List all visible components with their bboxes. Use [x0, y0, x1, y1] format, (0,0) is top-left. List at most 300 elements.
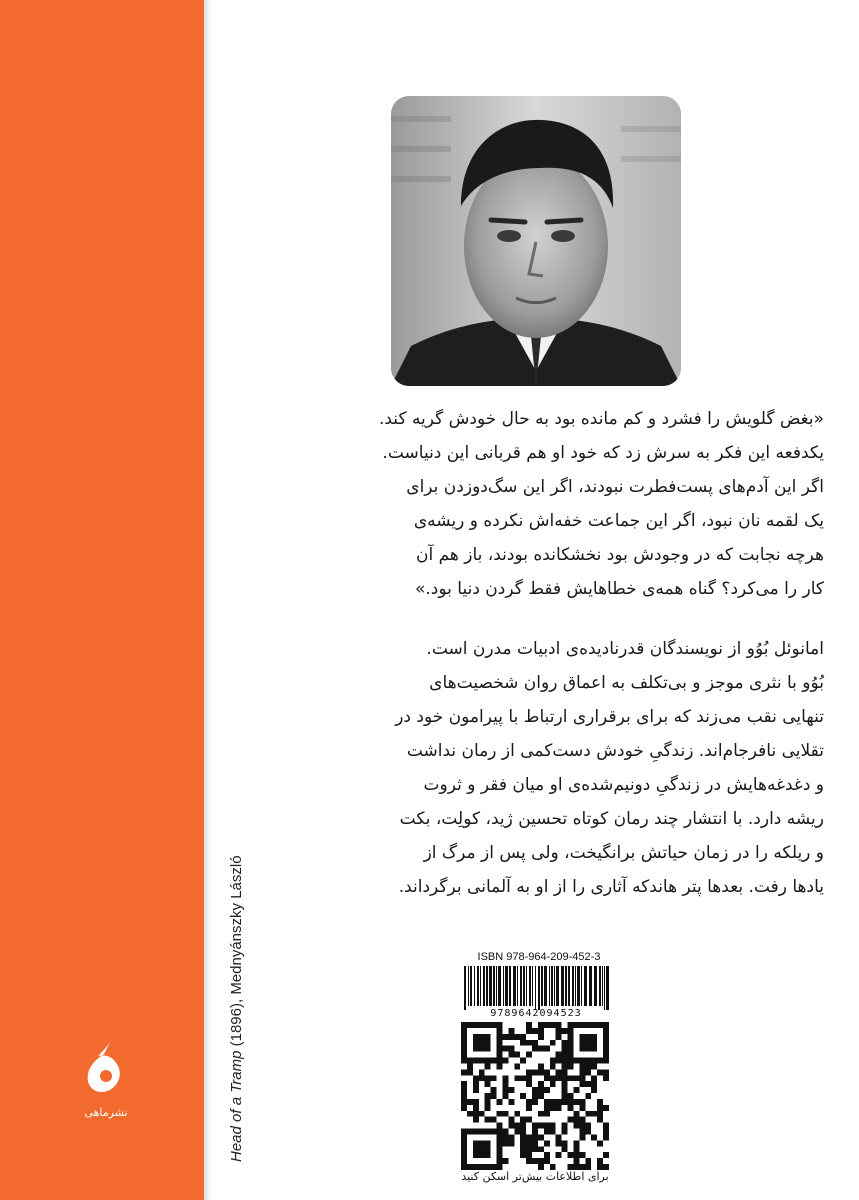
qr-module: [520, 1152, 526, 1158]
qr-module: [573, 1117, 579, 1123]
qr-module: [479, 1058, 485, 1064]
qr-module: [573, 1111, 579, 1117]
qr-code: [460, 1022, 610, 1170]
qr-module: [579, 1075, 585, 1081]
qr-module: [573, 1058, 579, 1064]
qr-module: [544, 1099, 550, 1105]
qr-module: [497, 1028, 503, 1034]
qr-module: [491, 1093, 497, 1099]
qr-module: [568, 1040, 574, 1046]
qr-module: [461, 1028, 467, 1034]
qr-module: [520, 1123, 526, 1129]
qr-module: [579, 1063, 585, 1069]
qr-module: [579, 1058, 585, 1064]
qr-module: [502, 1134, 508, 1140]
qr-module: [473, 1022, 479, 1028]
qr-module: [538, 1022, 544, 1028]
qr-module: [556, 1052, 562, 1058]
qr-module: [579, 1040, 585, 1046]
qr-module: [485, 1081, 491, 1087]
qr-module: [473, 1087, 479, 1093]
qr-module: [508, 1028, 514, 1034]
qr-caption: برای اطلاعات بیش‌تر اسکن کنید: [461, 1170, 609, 1183]
bio-line: تنهایی نقب می‌زند که برای برقراری ارتباط با پیرامون خود در: [395, 707, 824, 727]
qr-module: [591, 1087, 597, 1093]
qr-module: [603, 1105, 609, 1111]
qr-module: [562, 1063, 568, 1069]
qr-module: [461, 1058, 467, 1064]
qr-module: [550, 1105, 556, 1111]
qr-module: [532, 1134, 538, 1140]
bio-line: و ریلکه را در زمان حیاتش برانگیخت، ولی پس از مرگ از: [423, 843, 824, 863]
qr-module: [532, 1158, 538, 1164]
qr-module: [526, 1140, 532, 1146]
qr-module: [508, 1123, 514, 1129]
qr-module: [485, 1152, 491, 1158]
qr-module: [556, 1028, 562, 1034]
qr-module: [526, 1117, 532, 1123]
qr-module: [556, 1140, 562, 1146]
qr-module: [597, 1058, 603, 1064]
barcode-bar: [498, 966, 501, 1006]
qr-module: [597, 1140, 603, 1146]
qr-module: [591, 1075, 597, 1081]
qr-module: [479, 1140, 485, 1146]
qr-module: [461, 1052, 467, 1058]
qr-module: [544, 1111, 550, 1117]
qr-module: [508, 1117, 514, 1123]
qr-module: [485, 1099, 491, 1105]
qr-module: [579, 1034, 585, 1040]
qr-module: [485, 1129, 491, 1135]
qr-module: [485, 1075, 491, 1081]
barcode-bar: [606, 966, 609, 1010]
qr-module: [467, 1022, 473, 1028]
qr-module: [544, 1087, 550, 1093]
barcode-bar: [577, 966, 580, 1006]
qr-module: [556, 1058, 562, 1064]
cover-art-credit: [228, 855, 245, 1162]
barcode-bar: [468, 966, 469, 1006]
qr-module: [497, 1134, 503, 1140]
qr-module: [597, 1022, 603, 1028]
qr-module: [573, 1123, 579, 1129]
qr-module: [550, 1075, 556, 1081]
qr-module: [461, 1093, 467, 1099]
qr-module: [562, 1099, 568, 1105]
qr-module: [497, 1146, 503, 1152]
qr-module: [502, 1075, 508, 1081]
qr-module: [562, 1087, 568, 1093]
qr-module: [603, 1058, 609, 1064]
qr-module: [491, 1058, 497, 1064]
qr-module: [562, 1146, 568, 1152]
qr-module: [573, 1087, 579, 1093]
qr-module: [568, 1075, 574, 1081]
qr-module: [514, 1063, 520, 1069]
qr-module: [538, 1069, 544, 1075]
qr-module: [585, 1081, 591, 1087]
qr-module: [585, 1040, 591, 1046]
qr-module: [473, 1152, 479, 1158]
qr-module: [550, 1063, 556, 1069]
qr-module: [544, 1129, 550, 1135]
qr-module: [568, 1152, 574, 1158]
cover-art-details: (1896), Mednyánszky László: [228, 855, 245, 1051]
qr-module: [579, 1123, 585, 1129]
qr-module: [550, 1099, 556, 1105]
qr-module: [532, 1146, 538, 1152]
qr-module: [491, 1087, 497, 1093]
qr-module: [568, 1028, 574, 1034]
barcode-bar: [556, 966, 559, 1006]
qr-module: [526, 1052, 532, 1058]
qr-module: [597, 1099, 603, 1105]
qr-module: [502, 1058, 508, 1064]
qr-module: [544, 1075, 550, 1081]
qr-module: [538, 1093, 544, 1099]
qr-module: [485, 1022, 491, 1028]
quote-line: کار را می‌کرد؟ گناه همه‌ی خطاهایش فقط گردن دنیا بود.»: [415, 579, 824, 599]
qr-module: [526, 1081, 532, 1087]
qr-module: [473, 1040, 479, 1046]
qr-module: [550, 1123, 556, 1129]
qr-module: [514, 1052, 520, 1058]
qr-module: [502, 1081, 508, 1087]
barcode-bar: [493, 966, 495, 1006]
isbn-label: ISBN 978-964-209-452-3: [477, 951, 601, 963]
qr-module: [461, 1087, 467, 1093]
qr-module: [473, 1146, 479, 1152]
qr-module: [491, 1075, 497, 1081]
qr-module: [538, 1063, 544, 1069]
barcode-bar: [496, 966, 497, 1006]
barcode-bar: [541, 966, 543, 1006]
barcode-bar: [480, 966, 481, 1006]
barcode-bar: [464, 966, 466, 1010]
barcode-bar: [483, 966, 485, 1006]
qr-module: [538, 1134, 544, 1140]
qr-module: [532, 1040, 538, 1046]
qr-module: [573, 1022, 579, 1028]
qr-module: [520, 1129, 526, 1135]
qr-module: [532, 1087, 538, 1093]
qr-module: [491, 1022, 497, 1028]
qr-module: [568, 1022, 574, 1028]
qr-module: [556, 1069, 562, 1075]
qr-module: [591, 1063, 597, 1069]
qr-module: [461, 1152, 467, 1158]
qr-module: [562, 1046, 568, 1052]
qr-module: [544, 1069, 550, 1075]
qr-module: [573, 1099, 579, 1105]
qr-module: [597, 1158, 603, 1164]
qr-module: [562, 1081, 568, 1087]
qr-module: [538, 1087, 544, 1093]
barcode-bar: [486, 966, 488, 1006]
qr-module: [485, 1117, 491, 1123]
author-portrait: [391, 96, 681, 386]
qr-module: [491, 1117, 497, 1123]
qr-module: [526, 1152, 532, 1158]
qr-module: [479, 1022, 485, 1028]
qr-module: [550, 1129, 556, 1135]
qr-module: [603, 1034, 609, 1040]
qr-module: [508, 1140, 514, 1146]
barcode-bar: [535, 966, 536, 1010]
qr-module: [603, 1152, 609, 1158]
qr-module: [508, 1046, 514, 1052]
qr-module: [467, 1058, 473, 1064]
qr-module: [526, 1099, 532, 1105]
qr-module: [579, 1081, 585, 1087]
qr-module: [461, 1046, 467, 1052]
qr-module: [514, 1123, 520, 1129]
qr-module: [550, 1081, 556, 1087]
qr-module: [526, 1158, 532, 1164]
qr-module: [544, 1105, 550, 1111]
qr-module: [508, 1052, 514, 1058]
qr-module: [532, 1069, 538, 1075]
qr-module: [585, 1058, 591, 1064]
qr-module: [562, 1093, 568, 1099]
qr-module: [497, 1063, 503, 1069]
qr-module: [473, 1117, 479, 1123]
bio-line: یادها رفت. بعدها پتر هاندکه آثاری را از او به آلمانی برگرداند.: [398, 877, 824, 897]
qr-module: [473, 1099, 479, 1105]
qr-module: [591, 1058, 597, 1064]
qr-module: [573, 1146, 579, 1152]
quote-line: یکدفعه این فکر به سرش زد که خود او هم قربانی این دنیاست.: [382, 443, 824, 463]
qr-module: [556, 1075, 562, 1081]
qr-module: [568, 1052, 574, 1058]
qr-module: [502, 1111, 508, 1117]
qr-module: [467, 1063, 473, 1069]
qr-module: [573, 1075, 579, 1081]
qr-module: [473, 1140, 479, 1146]
barcode-bar: [503, 966, 504, 1006]
barcode-bar: [538, 966, 540, 1010]
qr-module: [520, 1134, 526, 1140]
qr-module: [538, 1034, 544, 1040]
qr-module: [461, 1140, 467, 1146]
qr-module: [497, 1152, 503, 1158]
barcode-bar: [477, 966, 479, 1006]
qr-module: [508, 1099, 514, 1105]
qr-module: [497, 1052, 503, 1058]
qr-module: [568, 1058, 574, 1064]
qr-module: [532, 1093, 538, 1099]
qr-module: [538, 1146, 544, 1152]
quote-paragraph: [262, 402, 824, 606]
qr-module: [544, 1158, 550, 1164]
publisher-logo-text: نشرماهی: [84, 1106, 128, 1119]
qr-module: [562, 1058, 568, 1064]
qr-module: [550, 1022, 556, 1028]
qr-module: [514, 1075, 520, 1081]
barcode-bar: [602, 966, 603, 1006]
qr-module: [591, 1040, 597, 1046]
qr-module: [479, 1034, 485, 1040]
qr-module: [497, 1040, 503, 1046]
qr-module: [585, 1034, 591, 1040]
qr-module: [562, 1075, 568, 1081]
qr-module: [479, 1075, 485, 1081]
qr-module: [603, 1040, 609, 1046]
qr-module: [473, 1046, 479, 1052]
qr-module: [573, 1152, 579, 1158]
barcode-bar: [549, 966, 550, 1006]
barcode-bar: [589, 966, 592, 1006]
qr-module: [538, 1028, 544, 1034]
qr-module: [461, 1099, 467, 1105]
qr-module: [585, 1022, 591, 1028]
qr-module: [591, 1022, 597, 1028]
quote-line: یک لقمه نان نبود، اگر این جماعت خفه‌اش نکرده و ریشه‌ی: [413, 511, 824, 531]
qr-module: [591, 1111, 597, 1117]
qr-module: [585, 1046, 591, 1052]
barcode-bar: [544, 966, 547, 1006]
qr-module: [579, 1069, 585, 1075]
qr-module: [461, 1105, 467, 1111]
bio-line: امانوئل بُوُو از نویسندگان قدرنادیده‌ی ادبیات مدرن است.: [426, 639, 824, 659]
quote-line: هرچه نجابت که در وجودش بود نخشکانده بودند، باز هم آن: [415, 545, 824, 565]
qr-module: [497, 1099, 503, 1105]
qr-module: [556, 1034, 562, 1040]
qr-module: [526, 1022, 532, 1028]
qr-module: [461, 1040, 467, 1046]
qr-module: [497, 1140, 503, 1146]
qr-module: [461, 1146, 467, 1152]
qr-module: [579, 1117, 585, 1123]
qr-module: [579, 1046, 585, 1052]
qr-module: [526, 1075, 532, 1081]
qr-module: [603, 1129, 609, 1135]
qr-module: [585, 1093, 591, 1099]
qr-module: [502, 1129, 508, 1135]
qr-module: [603, 1069, 609, 1075]
qr-module: [497, 1111, 503, 1117]
qr-module: [461, 1129, 467, 1135]
qr-module: [479, 1069, 485, 1075]
qr-module: [502, 1046, 508, 1052]
qr-module: [573, 1158, 579, 1164]
qr-module: [485, 1140, 491, 1146]
barcode-bar: [551, 966, 553, 1006]
qr-module: [520, 1117, 526, 1123]
qr-module: [461, 1022, 467, 1028]
qr-module: [491, 1129, 497, 1135]
barcode-bar: [599, 966, 601, 1006]
barcode-bar: [526, 966, 527, 1006]
qr-module: [479, 1152, 485, 1158]
barcode-bar: [581, 966, 582, 1006]
qr-module: [497, 1058, 503, 1064]
qr-module: [585, 1158, 591, 1164]
qr-module: [532, 1099, 538, 1105]
qr-module: [502, 1140, 508, 1146]
qr-module: [467, 1099, 473, 1105]
qr-module: [526, 1134, 532, 1140]
qr-module: [467, 1069, 473, 1075]
qr-module: [556, 1105, 562, 1111]
qr-module: [585, 1123, 591, 1129]
qr-module: [461, 1081, 467, 1087]
bio-line: و دغدغه‌هایش در زندگیِ دونیم‌شده‌ی او میان فقر و ثروت: [423, 775, 824, 795]
qr-module: [502, 1034, 508, 1040]
qr-module: [544, 1140, 550, 1146]
bio-line: بُوُو با نثری موجز و بی‌تکلف به اعماق روان شخصیت‌های: [429, 673, 824, 693]
qr-module: [568, 1105, 574, 1111]
qr-module: [568, 1063, 574, 1069]
qr-module: [514, 1111, 520, 1117]
qr-module: [538, 1123, 544, 1129]
qr-module: [485, 1063, 491, 1069]
qr-module: [538, 1081, 544, 1087]
qr-module: [550, 1058, 556, 1064]
qr-module: [473, 1081, 479, 1087]
qr-module: [497, 1158, 503, 1164]
barcode-bar: [594, 966, 597, 1006]
qr-module: [556, 1152, 562, 1158]
qr-module: [473, 1111, 479, 1117]
qr-module: [502, 1158, 508, 1164]
qr-module: [497, 1046, 503, 1052]
qr-module: [520, 1075, 526, 1081]
qr-module: [556, 1099, 562, 1105]
qr-module: [597, 1105, 603, 1111]
qr-module: [520, 1140, 526, 1146]
qr-module: [526, 1146, 532, 1152]
barcode-bar: [517, 966, 518, 1006]
qr-module: [461, 1134, 467, 1140]
qr-module: [603, 1134, 609, 1140]
qr-module: [461, 1069, 467, 1075]
qr-module: [597, 1111, 603, 1117]
qr-module: [585, 1111, 591, 1117]
portrait-photo-image: [391, 96, 681, 386]
bio-line: تقلایی نافرجام‌اند. زندگیِ خودش دست‌کمی از رمان نداشت: [406, 741, 824, 761]
qr-module: [538, 1111, 544, 1117]
barcode-bar: [489, 966, 492, 1006]
qr-module: [538, 1158, 544, 1164]
qr-module: [562, 1129, 568, 1135]
barcode-bar: [575, 966, 576, 1006]
qr-module: [597, 1069, 603, 1075]
qr-module: [568, 1093, 574, 1099]
spine-shadow: [204, 0, 212, 1200]
qr-module: [544, 1046, 550, 1052]
qr-module: [473, 1058, 479, 1064]
barcode-bar: [561, 966, 564, 1006]
qr-module: [544, 1123, 550, 1129]
qr-module: [532, 1028, 538, 1034]
barcode-bar: [513, 966, 516, 1006]
cover-art-title: Head of a Tramp: [228, 1050, 245, 1162]
qr-module: [479, 1146, 485, 1152]
qr-module: [556, 1022, 562, 1028]
quote-line: «بغض گلویش را فشرد و کم مانده بود به حال خودش گریه کند.: [378, 409, 824, 429]
qr-module: [485, 1146, 491, 1152]
qr-module: [508, 1134, 514, 1140]
qr-module: [562, 1052, 568, 1058]
qr-module: [603, 1123, 609, 1129]
qr-module: [532, 1140, 538, 1146]
barcode-bar: [505, 966, 508, 1006]
barcode-bar: [529, 966, 531, 1006]
qr-module: [479, 1046, 485, 1052]
author-bio-paragraph: [262, 632, 824, 904]
